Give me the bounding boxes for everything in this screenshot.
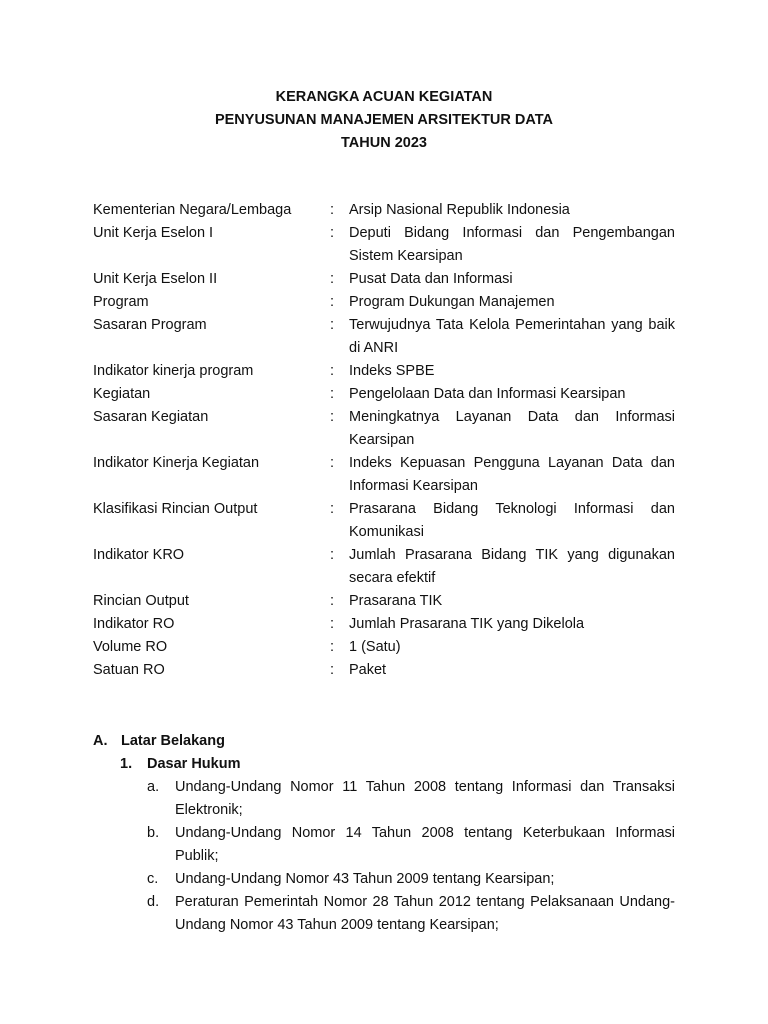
list-item [147, 822, 675, 868]
info-label: Unit Kerja Eselon II [93, 271, 218, 287]
list-item-text: Undang-Undang Nomor 14 Tahun 2008 tentang Keterbukaan Informasi Publik; [175, 825, 675, 864]
info-colon: : [330, 662, 335, 678]
info-value: Deputi Bidang Informasi dan Pengembangan Sistem Kearsipan [349, 225, 675, 264]
section-title: Latar Belakang [121, 733, 225, 749]
info-label: Unit Kerja Eselon I [93, 225, 214, 241]
info-label: Klasifikasi Rincian Output [93, 501, 258, 517]
section-letter: A. [93, 733, 108, 749]
subsection-heading [120, 753, 675, 776]
info-label: Sasaran Program [93, 317, 207, 333]
info-row-activity-target [93, 406, 675, 452]
list-item-letter: d. [147, 894, 160, 910]
info-colon: : [330, 294, 335, 310]
activity-info-table [93, 199, 675, 682]
list-item-text: Peraturan Pemerintah Nomor 28 Tahun 2012 tentang Pelaksanaan Undang-Undang Nomor 43 Tahun 2009 tentang Kearsipan; [175, 894, 675, 933]
info-row-program-target [93, 314, 675, 360]
info-value: Indeks SPBE [349, 363, 435, 379]
info-row-program [93, 291, 675, 314]
info-value: Jumlah Prasarana TIK yang Dikelola [349, 616, 585, 632]
info-label: Kegiatan [93, 386, 151, 402]
info-row-eselon-2 [93, 268, 675, 291]
info-value: Program Dukungan Manajemen [349, 294, 555, 310]
info-colon: : [330, 409, 335, 425]
info-value: Prasarana Bidang Teknologi Informasi dan Komunikasi [349, 501, 675, 540]
list-item [147, 891, 675, 937]
subsection-title: Dasar Hukum [147, 756, 241, 772]
info-row-ministry [93, 199, 675, 222]
info-colon: : [330, 225, 335, 241]
info-label: Rincian Output [93, 593, 189, 609]
subsection-number: 1. [120, 756, 133, 772]
info-colon: : [330, 317, 335, 333]
info-value: Arsip Nasional Republik Indonesia [349, 202, 570, 218]
info-value: Indeks Kepuasan Pengguna Layanan Data dan Informasi Kearsipan [349, 455, 675, 494]
info-label: Indikator KRO [93, 547, 185, 563]
info-colon: : [330, 593, 335, 609]
info-row-eselon-1 [93, 222, 675, 268]
info-value: Terwujudnya Tata Kelola Pemerintahan yang baik di ANRI [349, 317, 675, 356]
info-row-kro-indicator [93, 544, 675, 590]
info-colon: : [330, 386, 335, 402]
info-colon: : [330, 501, 335, 517]
title-line-2: PENYUSUNAN MANAJEMEN ARSITEKTUR DATA [214, 112, 554, 128]
title-line-3: TAHUN 2023 [341, 135, 427, 151]
info-row-ro-indicator [93, 613, 675, 636]
section-background [93, 730, 675, 937]
info-colon: : [330, 547, 335, 563]
info-row-output-classification [93, 498, 675, 544]
list-item [147, 868, 675, 891]
info-colon: : [330, 455, 335, 471]
list-item [147, 776, 675, 822]
info-row-program-indicator [93, 360, 675, 383]
list-item-letter: a. [147, 779, 160, 795]
info-value: Prasarana TIK [349, 593, 443, 609]
info-colon: : [330, 616, 335, 632]
info-value: Pusat Data dan Informasi [349, 271, 513, 287]
info-row-activity-indicator [93, 452, 675, 498]
info-value: Paket [349, 662, 387, 678]
title-line-1: KERANGKA ACUAN KEGIATAN [275, 89, 493, 105]
info-colon: : [330, 363, 335, 379]
info-row-ro-unit [93, 659, 675, 682]
info-label: Satuan RO [93, 662, 165, 678]
info-row-ro-volume [93, 636, 675, 659]
info-row-output-detail [93, 590, 675, 613]
list-item-letter: b. [147, 825, 160, 841]
list-item-text: Undang-Undang Nomor 43 Tahun 2009 tentang Kearsipan; [175, 871, 555, 887]
info-row-activity [93, 383, 675, 406]
info-label: Program [93, 294, 149, 310]
info-value: Meningkatnya Layanan Data dan Informasi Kearsipan [349, 409, 675, 448]
list-item-letter: c. [147, 871, 159, 887]
info-colon: : [330, 271, 335, 287]
info-label: Indikator RO [93, 616, 175, 632]
info-colon: : [330, 202, 335, 218]
info-value: 1 (Satu) [349, 639, 401, 655]
info-value: Pengelolaan Data dan Informasi Kearsipan [349, 386, 626, 402]
info-label: Indikator Kinerja Kegiatan [93, 455, 260, 471]
document-title [0, 86, 768, 155]
info-label: Sasaran Kegiatan [93, 409, 209, 425]
info-colon: : [330, 639, 335, 655]
info-label: Volume RO [93, 639, 168, 655]
info-label: Kementerian Negara/Lembaga [93, 202, 292, 218]
legal-basis-list [147, 776, 675, 937]
section-heading [93, 730, 675, 753]
info-label: Indikator kinerja program [93, 363, 254, 379]
info-value: Jumlah Prasarana Bidang TIK yang digunakan secara efektif [349, 547, 675, 586]
list-item-text: Undang-Undang Nomor 11 Tahun 2008 tentang Informasi dan Transaksi Elektronik; [175, 779, 675, 818]
